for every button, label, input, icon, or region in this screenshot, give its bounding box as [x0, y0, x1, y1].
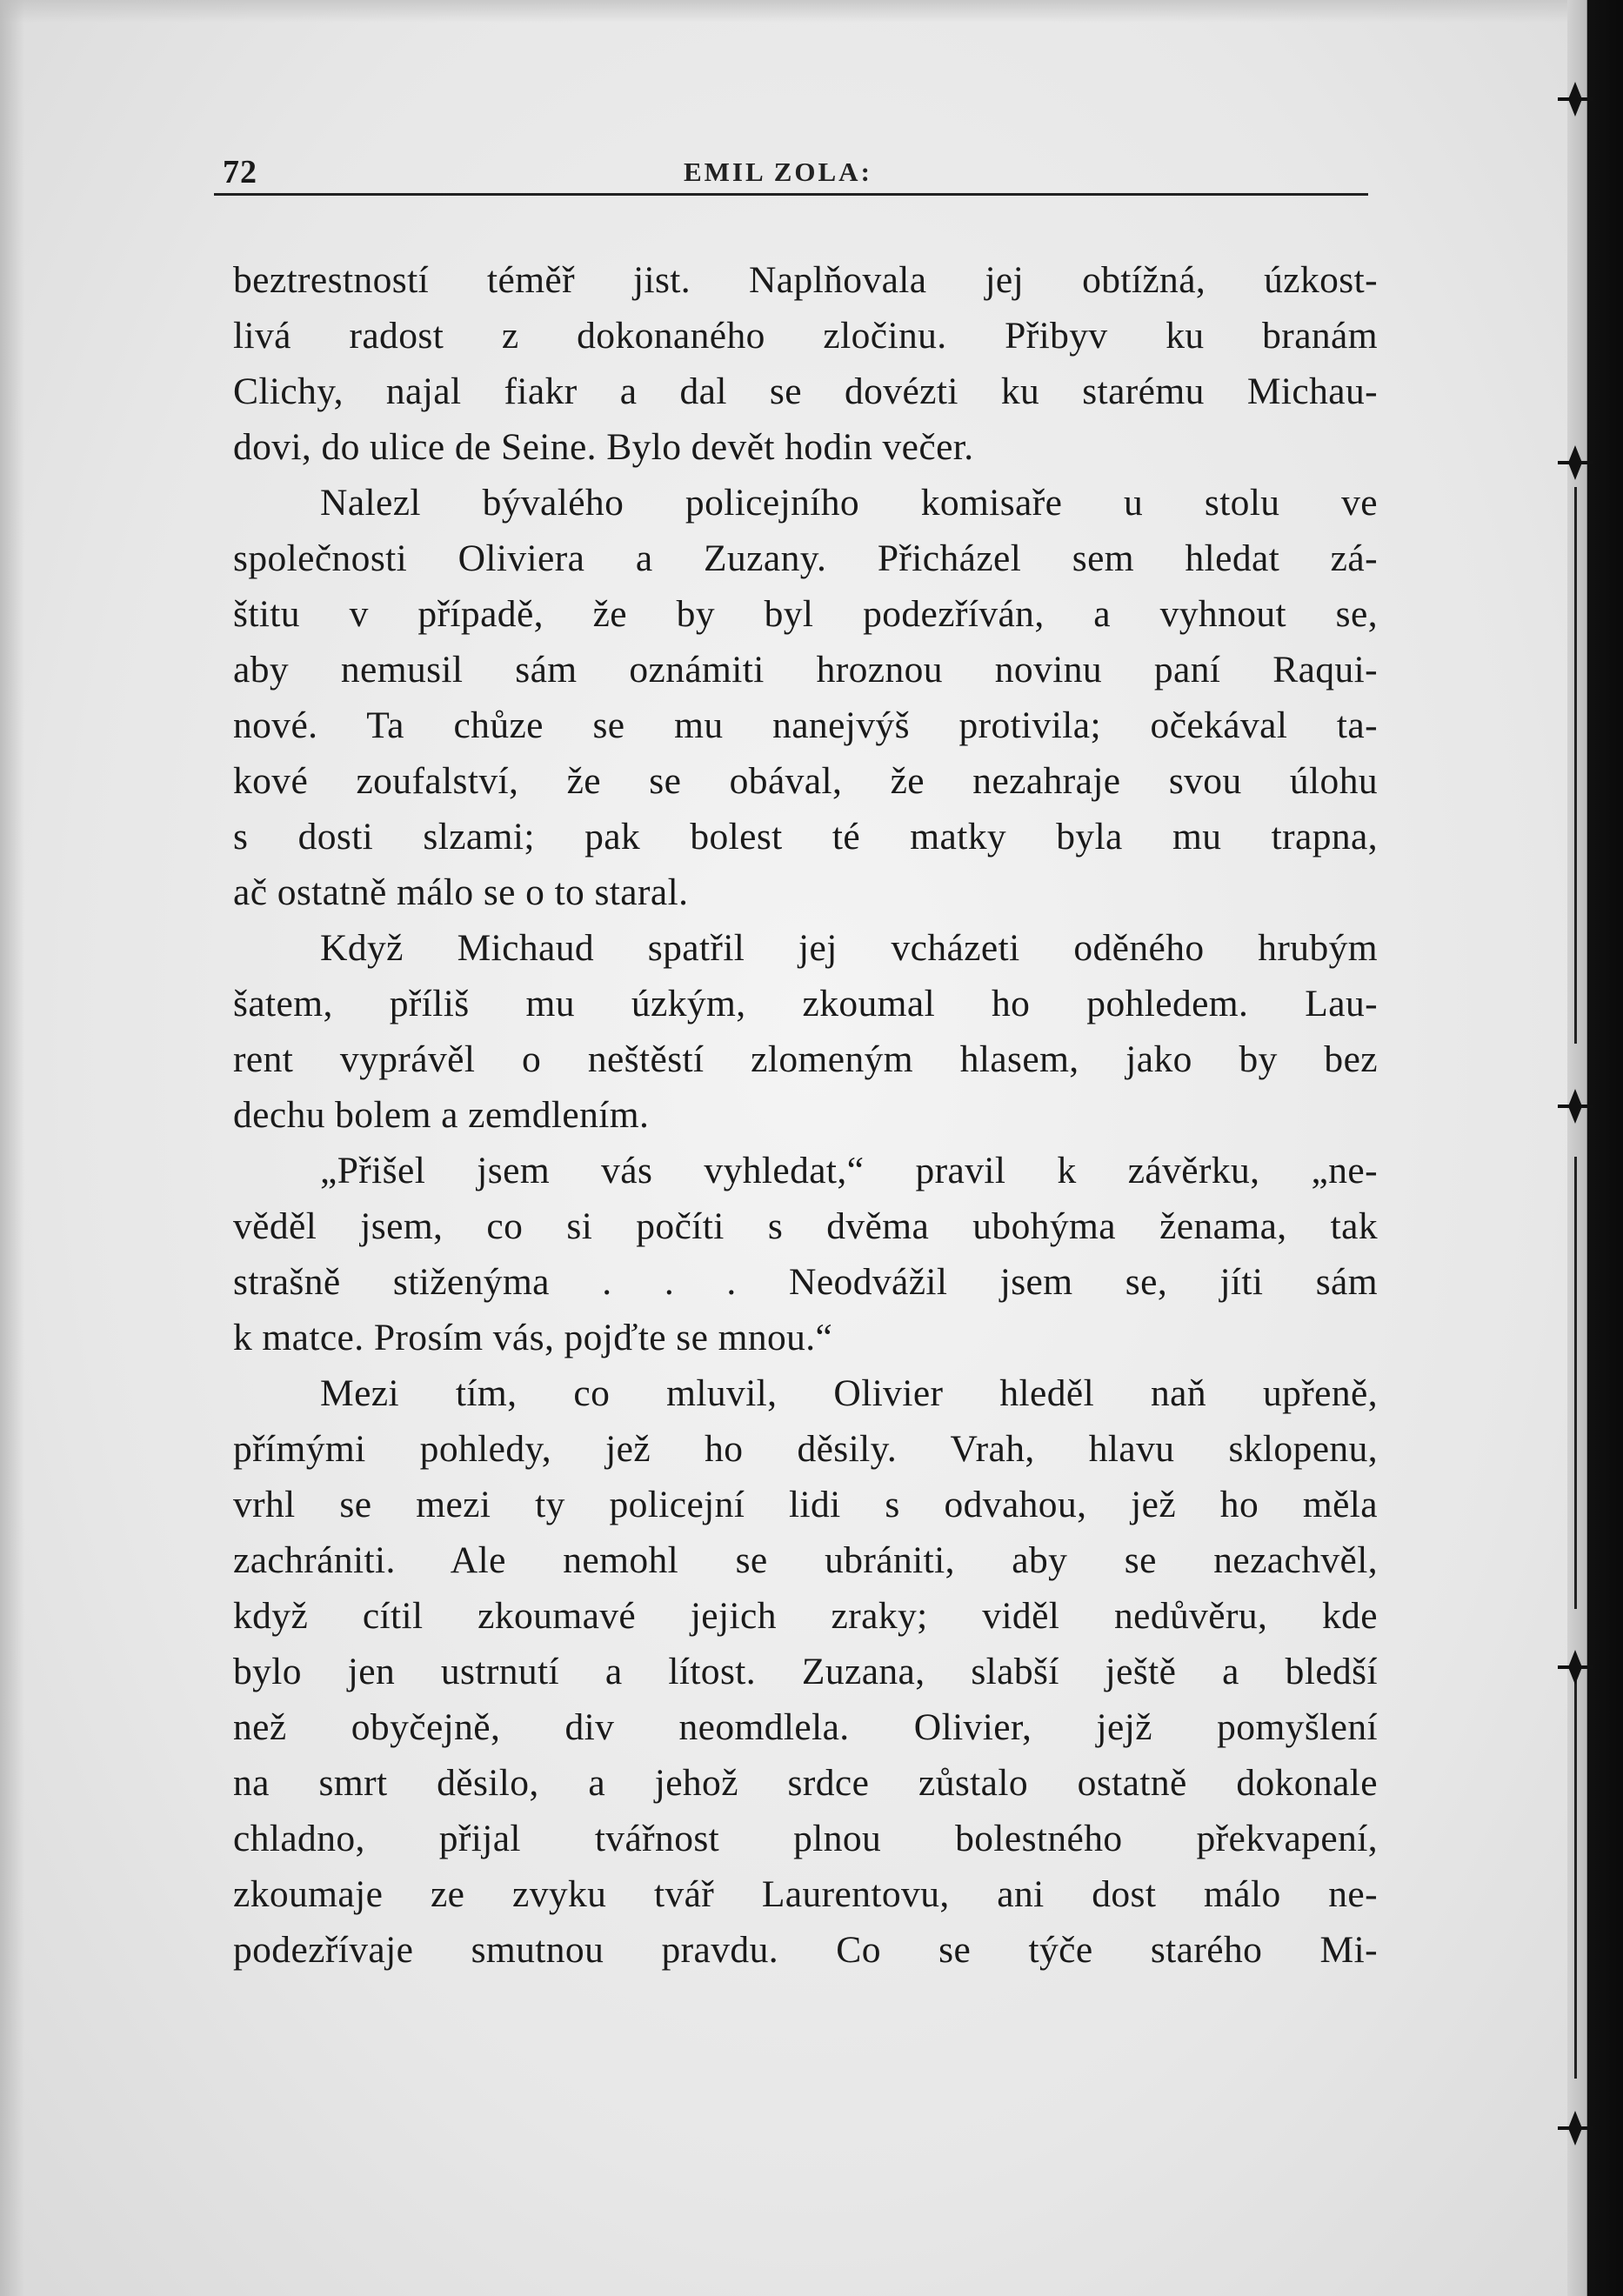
text-line: kové zoufalství, že se obával, že nezahraje svou úlohu	[233, 760, 1378, 802]
text-line: chladno, přijal tvářnost plnou bolestného překvapení,	[233, 1818, 1378, 1859]
text-line: Nalezl bývalého policejního komisaře u stolu ve	[320, 482, 1378, 524]
text-line: Když Michaud spatřil jej vcházeti oděného hrubým	[320, 927, 1378, 969]
text-line: „Přišel jsem vás vyhledat,“ pravil k závěrku, „ne-	[320, 1150, 1378, 1191]
paragraph	[233, 475, 1378, 920]
binding-rule	[1574, 1679, 1577, 2079]
text-line: dechu bolem a zemdlením.	[233, 1094, 650, 1136]
text-line: na smrt děsilo, a jehož srdce zůstalo ostatně dokonale	[233, 1762, 1378, 1804]
text-line: zachrániti. Ale nemohl se ubrániti, aby se nezachvěl,	[233, 1539, 1378, 1581]
running-head: EMIL ZOLA:	[684, 157, 872, 187]
page-number: 72	[223, 154, 257, 190]
text-line: vrhl se mezi ty policejní lidi s odvahou, jež ho měla	[233, 1484, 1378, 1525]
binding-ornament-icon	[1556, 1087, 1594, 1125]
paragraph	[233, 252, 1378, 475]
binding-ornament-icon	[1556, 1648, 1594, 1686]
text-line: zkoumaje ze zvyku tvář Laurentovu, ani dost málo ne-	[233, 1873, 1378, 1915]
binding-ornament-icon	[1556, 2109, 1594, 2147]
text-line: strašně stiženýma . . . Neodvážil jsem se, jíti sám	[233, 1261, 1378, 1303]
text-line: ač ostatně málo se o to staral.	[233, 871, 689, 913]
page-header	[214, 146, 1366, 193]
text-line: štitu v případě, že by byl podezříván, a vyhnout se,	[233, 593, 1378, 635]
text-line: s dosti slzami; pak bolest té matky byla mu trapna,	[233, 816, 1378, 858]
scan-left-shadow	[0, 0, 24, 2296]
text-line: livá radost z dokonaného zločinu. Přibyv ku branám	[233, 315, 1378, 357]
binding-ornament-icon	[1556, 80, 1594, 118]
text-line: věděl jsem, co si počíti s dvěma ubohýma ženama, tak	[233, 1205, 1378, 1247]
binding-rule	[1574, 487, 1577, 1044]
text-line: dovi, do ulice de Seine. Bylo devět hodin večer.	[233, 426, 974, 468]
text-line: nové. Ta chůze se mu nanejvýš protivila; očekával ta-	[233, 704, 1378, 746]
paragraph	[233, 1143, 1378, 1365]
binding-ornament-icon	[1556, 444, 1594, 482]
paragraph	[233, 1365, 1378, 1978]
text-line: podezřívaje smutnou pravdu. Co se týče starého Mi-	[233, 1929, 1378, 1971]
text-line: Mezi tím, co mluvil, Olivier hleděl naň upřeně,	[320, 1372, 1378, 1414]
body-text	[233, 252, 1378, 1978]
text-line: než obyčejně, div neomdlela. Olivier, jejž pomyšlení	[233, 1706, 1378, 1748]
text-line: společnosti Oliviera a Zuzany. Přicházel sem hledat zá-	[233, 537, 1378, 579]
binding-rule	[1574, 1157, 1577, 1609]
header-rule	[214, 193, 1368, 196]
scan-top-shadow	[0, 0, 1623, 23]
text-line: k matce. Prosím vás, pojďte se mnou.“	[233, 1317, 833, 1358]
text-line: rent vyprávěl o neštěstí zlomeným hlasem, jako by bez	[233, 1038, 1378, 1080]
text-line: šatem, příliš mu úzkým, zkoumal ho pohledem. Lau-	[233, 983, 1378, 1025]
text-line: když cítil zkoumavé jejich zraky; viděl nedůvěru, kde	[233, 1595, 1378, 1637]
text-line: přímými pohledy, jež ho děsily. Vrah, hlavu sklopenu,	[233, 1428, 1378, 1470]
text-line: beztrestností téměř jist. Naplňovala jej obtížná, úzkost-	[233, 259, 1378, 301]
text-line: Clichy, najal fiakr a dal se dovézti ku starému Michau-	[233, 370, 1378, 412]
paragraph	[233, 920, 1378, 1143]
text-line: aby nemusil sám oznámiti hroznou novinu paní Raqui-	[233, 649, 1378, 691]
text-line: bylo jen ustrnutí a lítost. Zuzana, slabší ještě a bledší	[233, 1651, 1378, 1692]
